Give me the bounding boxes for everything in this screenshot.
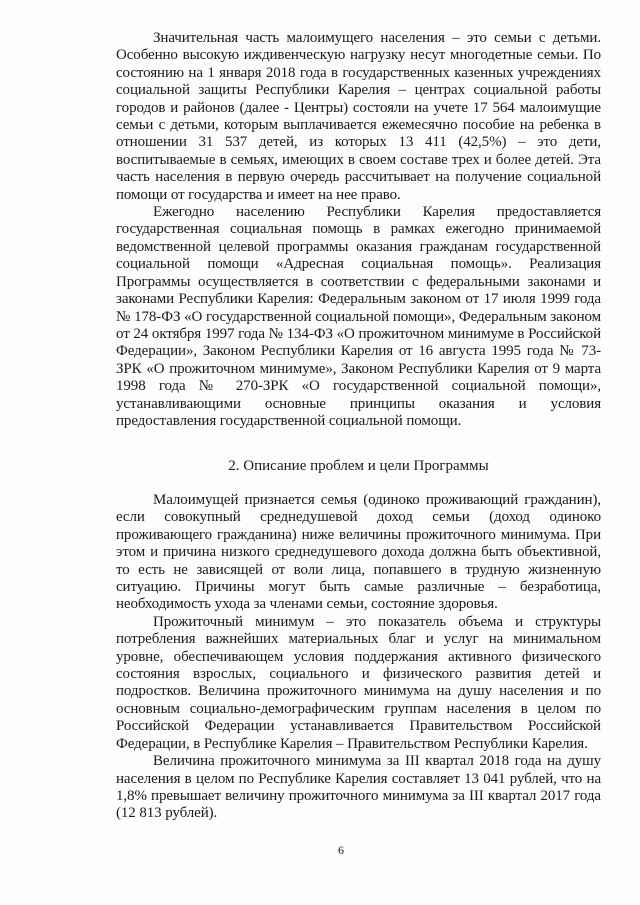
paragraph-state-social-assistance: Ежегодно населению Республики Карелия предоставляется государственная социальная помощь в рамках ежегодно принимаемой ведомственной целевой программы оказания гражданам государственной социальной помощи «Адресная социальная помощь». Реализация Программы осуществляется в соответствии с федеральными законами и законами Республики Карелия: Федеральным законом от 17 июля 1999 года № 178-ФЗ «О государственной социальной помощи», Федеральным законом от 24 октября 1997 года № 134-ФЗ «О прожиточном минимуме в Российской Федерации», Законом Республики Карелия от 16 августа 1995 года № 73-ЗРК «О прожиточном минимуме», Законом Республики Карелия от 9 марта 1998 года № 270-ЗРК «О государственной социальной помощи», устанавливающими основные принципы оказания и условия предоставления государственной социальной помощи.	[116, 204, 601, 429]
section-heading: 2. Описание проблем и цели Программы	[228, 458, 489, 474]
paragraph-low-income-definition: Малоимущей признается семья (одиноко проживающий гражданин), если совокупный среднедушевой доход семьи (доход одиноко проживающего гражданина) ниже величины прожиточного минимума. При этом и причина низкого среднедушевого дохода должна быть объективной, то есть не зависящей от воли лица, попавшего в трудную жизненную ситуацию. Причины могут быть самые различные – безработица, необходимость ухода за членами семьи, состояние здоровья.	[116, 492, 601, 613]
paragraph-subsistence-minimum: Прожиточный минимум – это показатель объема и структуры потребления важнейших материальных благ и услуг на минимальном уровне, обеспечивающем условия поддержания активного физического состояния взрослых, социального и физического развития детей и подростков. Величина прожиточного минимума на душу населения и по основным социально-демографическим группам населения в целом по Российской Федерации устанавливается Правительством Российской Федерации, в Республике Карелия – Правительством Республики Карелия.	[116, 613, 601, 752]
page-number: 6	[338, 843, 344, 857]
paragraph-subsistence-value: Величина прожиточного минимума за III квартал 2018 года на душу населения в целом по Республике Карелия составляет 13 041 рублей, что на 1,8% превышает величину прожиточного минимума за III квартал 2017 года (12 813 рублей).	[116, 753, 601, 822]
intro-text-block	[116, 30, 601, 430]
section-text-block	[116, 492, 601, 823]
paragraph-low-income-families: Значительная часть малоимущего населения – это семьи с детьми. Особенно высокую иждивенческую нагрузку несут многодетные семьи. По состоянию на 1 января 2018 года в государственных казенных учреждениях социальной защиты Республики Карелия – центрах социальной работы городов и районов (далее - Центры) состояли на учете 17 564 малоимущие семьи с детьми, которым выплачивается ежемесячно пособие на ребенка в отношении 31 537 детей, из которых 13 411 (42,5%) – это дети, воспитываемые в семьях, имеющих в своем составе трех и более детей. Эта часть населения в первую очередь рассчитывает на получение социальной помощи от государства и имеет на нее право.	[116, 30, 601, 203]
